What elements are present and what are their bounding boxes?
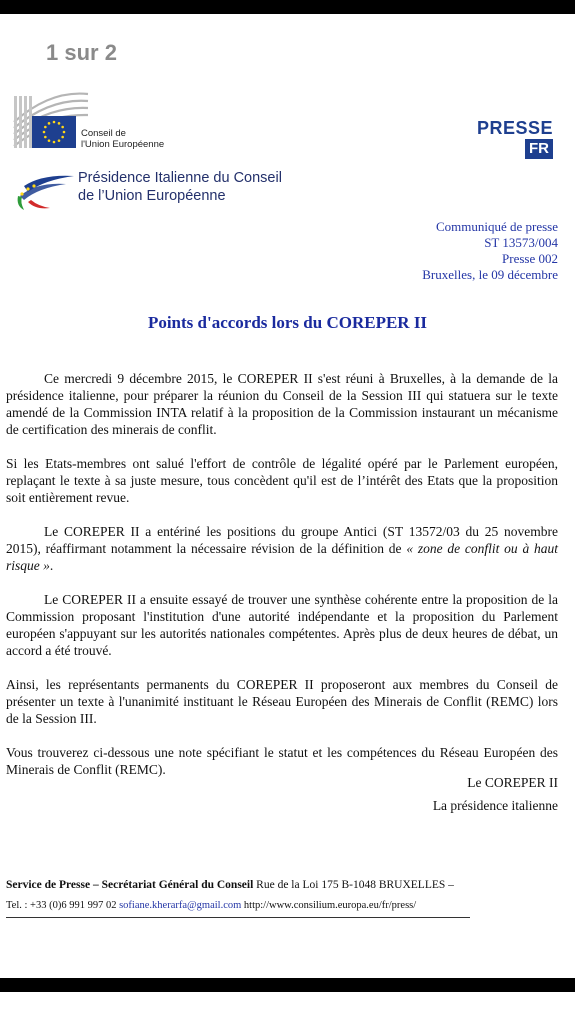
presidency-logo-icon [14,172,76,212]
press-release-reference: ST 13573/004 [484,235,558,250]
presidency-line1: Présidence Italienne du Conseil [78,170,282,186]
council-name-line1: Conseil de [81,128,126,139]
paragraph-3-text: Le COREPER II a entériné les positions du groupe Antici (ST 13572/03 du 25 novembre 2015), réaffirmant notamment la nécessaire révision de la définition de [6,524,558,556]
document-title: Points d'accords lors du COREPER II [147,313,428,332]
press-release-info [422,219,558,283]
presse-label: PRESSE [476,118,553,138]
eu-star-icon [58,139,61,142]
page-indicator: 1 sur 2 [46,40,117,65]
paragraph-2: Si les Etats-membres ont salué l'effort de contrôle de légalité opéré par le Parlement européen, replaçant le texte à sa juste mesure, tous concèdent qu'il est de l’intérêt des Etats que la proposition soit entièrement revue. [6,456,558,505]
eu-star-icon [61,136,64,139]
document-body [6,370,558,778]
footer-email-link[interactable]: sofiane.kherarfa@gmail.com [119,900,242,911]
bottom-black-bar [0,978,575,992]
eu-star-icon [48,122,51,125]
footer-service [6,879,566,891]
footer-website-link[interactable]: http://www.consilium.europa.eu/fr/press/ [241,900,417,911]
press-release-place-date: Bruxelles, le 09 décembre [422,267,558,282]
eu-star-icon [48,139,51,142]
paragraph-1: Ce mercredi 9 décembre 2015, le COREPER II s'est réuni à Bruxelles, à la demande de la présidence italienne, pour préparer la réunion du Conseil de la Session III qui statuera sur le texte amendé de la Commission INTA relatif à la proposition de la Commission instaurant un mécanisme de certification des minerais de conflit. [6,371,558,437]
council-name [81,128,164,150]
eu-star-icon [53,141,56,144]
presidency-name [78,169,282,205]
paragraph-6: Vous trouverez ci-dessous une note spécifiant le statut et les compétences du Réseau Européen des Minerais de Conflit (REMC). [6,745,558,777]
language-badge: FR [525,139,553,159]
footer-service-name: Service de Presse – Secrétariat Général du Conseil [6,879,254,891]
eu-star-icon [58,122,61,125]
press-release-type: Communiqué de presse [435,219,558,234]
footer-address: Rue de la Loi 175 B-1048 BRUXELLES – [253,879,454,891]
eu-star-icon [43,131,46,134]
presse-badge [465,118,553,159]
signature-line1: Le COREPER II [467,775,558,790]
presidency-line2: de l’Union Européenne [78,188,226,204]
footer-tel: Tel. : +33 (0)6 991 997 02 [6,900,120,911]
paragraph-4: Le COREPER II a ensuite essayé de trouver une synthèse cohérente entre la proposition de la Commission proposant l'institution d'une autorité indépendante et la proposition du Parlement européen s'appuyant sur les autorités nationales compétentes. Après plus de deux heures de débat, un accord a été trouvé. [6,592,558,658]
footer-contact [6,900,566,911]
footer-divider [6,917,470,918]
top-black-bar [0,0,575,14]
eu-star-icon [53,121,56,124]
paragraph-3-end: . [49,558,54,573]
paragraph-3 [6,523,558,574]
paragraph-3-quote: « zone de conflit ou à haut risque » [6,541,558,573]
press-release-number: Presse 002 [502,251,558,266]
eu-star-icon [61,126,64,129]
eu-star-icon [44,136,47,139]
eu-star-icon [44,126,47,129]
council-name-line2: l'Union Européenne [81,139,165,150]
eu-star-icon [63,131,66,134]
signature-line2: La présidence italienne [432,798,558,813]
paragraph-5: Ainsi, les représentants permanents du COREPER II proposeront aux membres du Conseil de présenter un texte à l'unanimité instituant le Réseau Européen des Minerais de Conflit (REMC) lors de la Session III. [6,677,558,726]
signature-block [433,771,558,817]
